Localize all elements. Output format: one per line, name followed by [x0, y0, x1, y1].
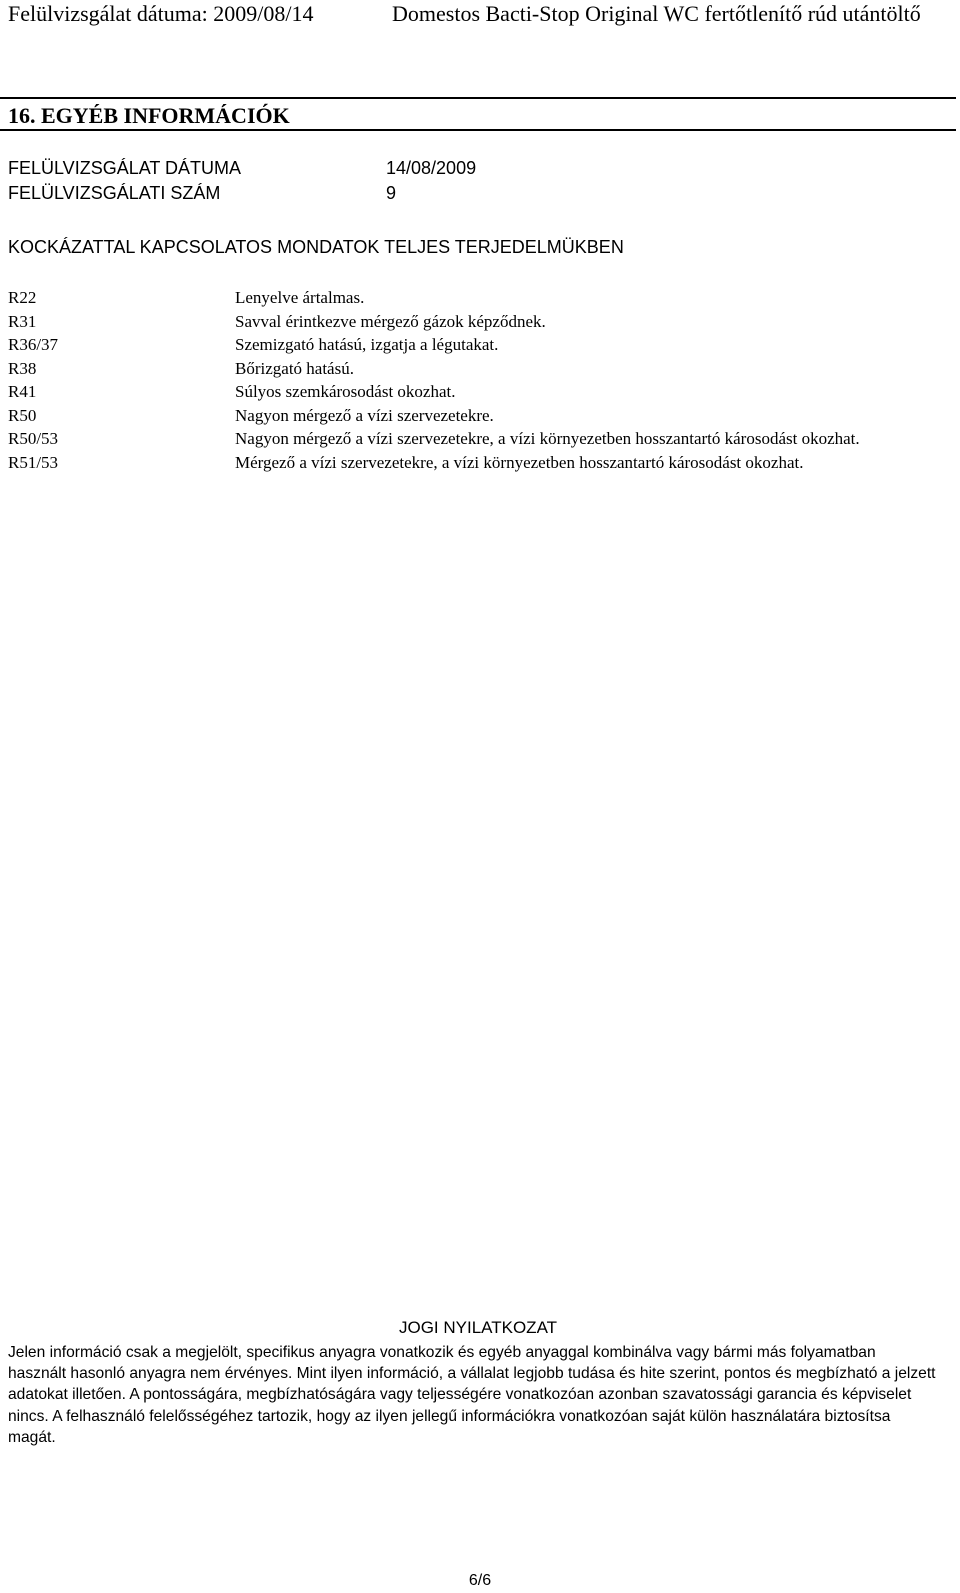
risk-phrase-code: R41	[8, 382, 37, 401]
risk-phrase-row	[0, 288, 956, 312]
page-number: 6/6	[468, 1572, 492, 1589]
risk-phrase-row	[0, 335, 956, 359]
risk-phrase-code: R38	[8, 358, 37, 378]
risk-phrase-text: Bőrizgató hatású.	[235, 358, 354, 378]
risk-phrase-code: R50	[8, 405, 37, 425]
legal-disclaimer-title: JOGI NYILATKOZAT	[398, 1318, 558, 1337]
legal-disclaimer-text: Jelen információ csak a megjelölt, specifikus anyagra vonatkozik és egyéb anyaggal kombinálva vagy bármi más folyamatban használt hasonló anyagra nem érvényes. Mint ilyen információ, a vállalat legjobb tudása és hite szerint, pontos és megbízható a jelzett adatokat illetően. A pontosságára, megbízhatóságára vagy teljességére vonatkozóan azonban szavatossági garancia és képviselet nincs. A felhasználó felelősségéhez tartozik, hogy az ilyen jellegű információkra vonatkozóan saját külön használatára biztosítsa magát.	[8, 1344, 936, 1446]
risk-phrase-text: Súlyos szemkárosodást okozhat.	[235, 382, 456, 401]
risk-phrase-code: R50/53	[8, 429, 59, 448]
header-product-name: Domestos Bacti-Stop Original WC fertőtlenítő rúd utántöltő	[392, 1, 921, 26]
review-number-value: 9	[386, 183, 397, 203]
risk-phrase-row	[0, 312, 956, 336]
risk-phrase-text: Nagyon mérgező a vízi szervezetekre.	[235, 405, 494, 425]
risk-phrase-code: R31	[8, 311, 37, 331]
risk-phrase-row	[0, 406, 956, 430]
risk-phrase-row	[0, 429, 956, 453]
review-number-label: FELÜLVIZSGÁLATI SZÁM	[8, 183, 221, 203]
risk-phrase-code: R22	[8, 288, 37, 307]
risk-phrase-row	[0, 359, 956, 383]
section-title: 16. EGYÉB INFORMÁCIÓK	[8, 103, 290, 128]
review-date-label: FELÜLVIZSGÁLAT DÁTUMA	[8, 158, 242, 178]
risk-phrase-text: Nagyon mérgező a vízi szervezetekre, a vízi környezetben hosszantartó károsodást okozhat.	[235, 429, 860, 448]
section-header-bar	[0, 97, 956, 131]
header-review-date: Felülvizsgálat dátuma: 2009/08/14	[8, 1, 314, 26]
risk-phrase-text: Savval érintkezve mérgező gázok képződnek.	[235, 311, 546, 331]
risk-phrases-heading: KOCKÁZATTAL KAPCSOLATOS MONDATOK TELJES TERJEDELMÜKBEN	[8, 237, 624, 257]
risk-phrase-code: R51/53	[8, 452, 59, 472]
risk-phrases-list	[0, 288, 956, 476]
risk-phrase-text: Lenyelve ártalmas.	[235, 288, 365, 307]
risk-phrase-text: Szemizgató hatású, izgatja a légutakat.	[235, 335, 499, 354]
risk-phrase-row	[0, 453, 956, 477]
risk-phrase-row	[0, 382, 956, 406]
risk-phrase-code: R36/37	[8, 335, 59, 354]
review-date-value: 14/08/2009	[386, 158, 477, 178]
risk-phrase-text: Mérgező a vízi szervezetekre, a vízi környezetben hosszantartó károsodást okozhat.	[235, 452, 804, 472]
